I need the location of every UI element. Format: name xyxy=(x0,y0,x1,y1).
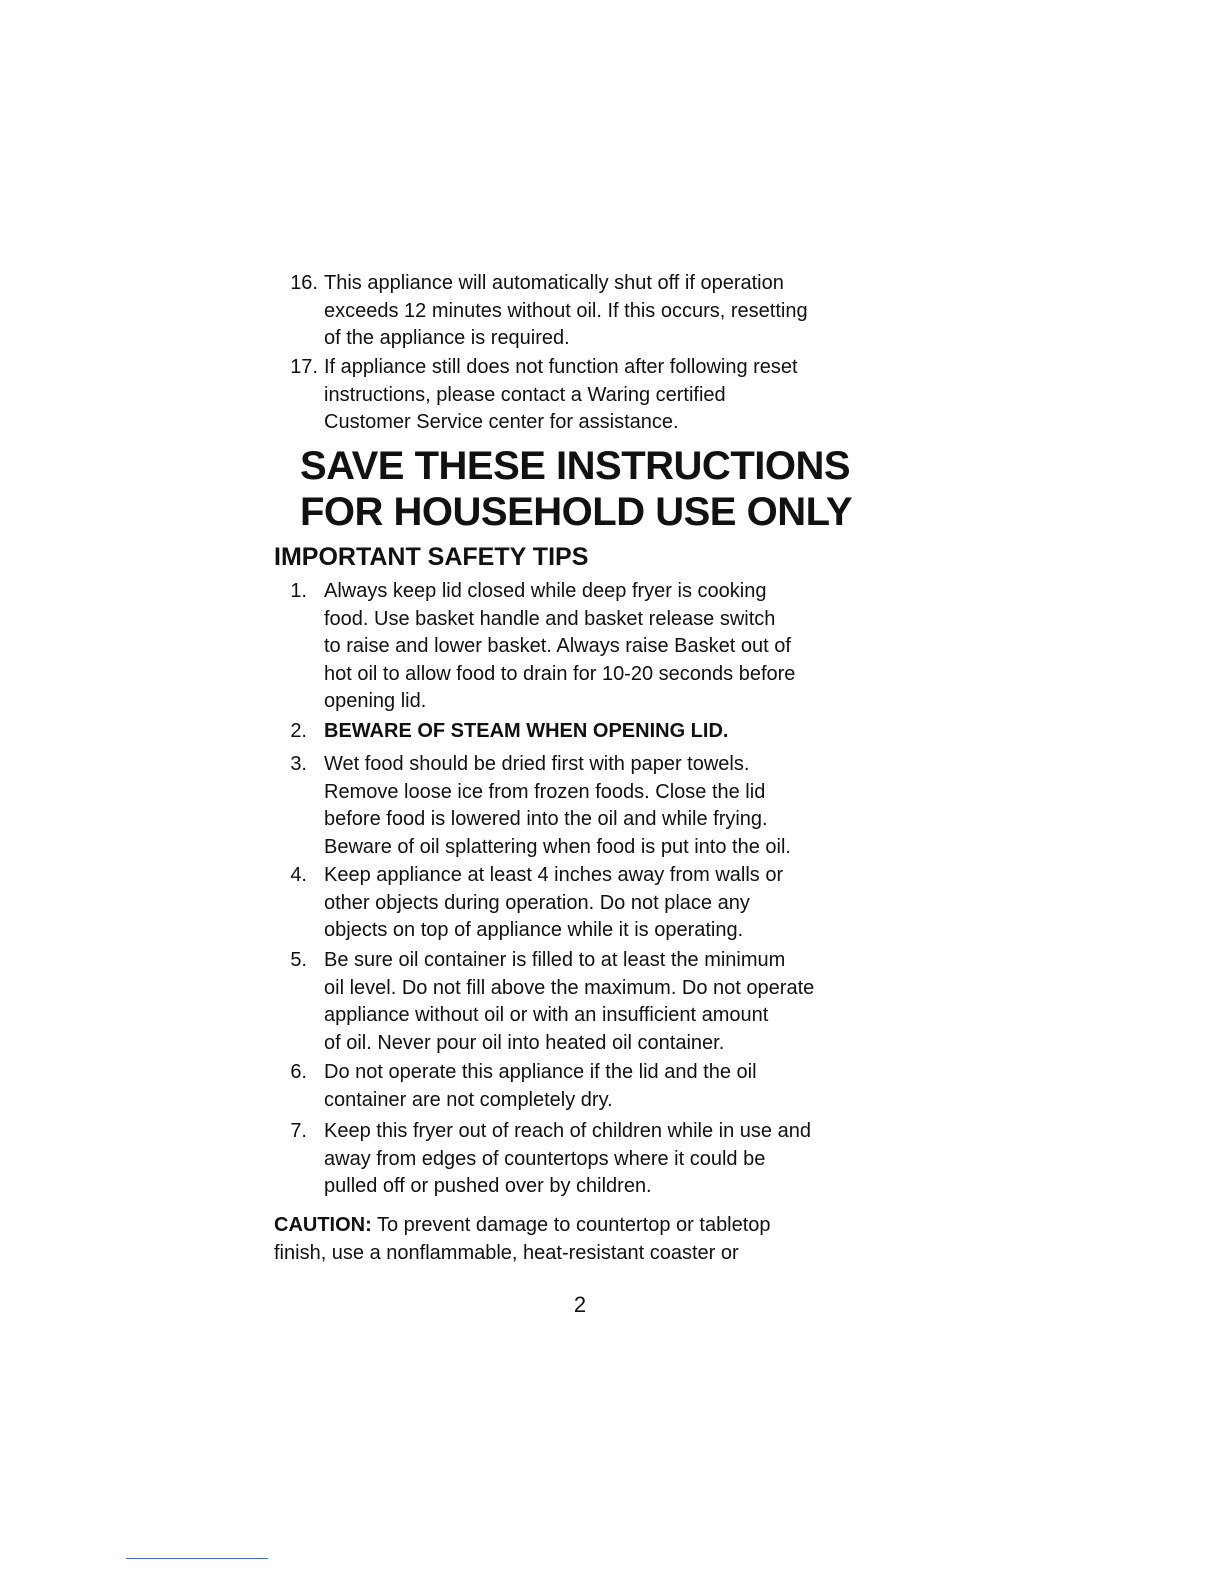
tip-number: 3. xyxy=(290,753,307,775)
tip-number: 1. xyxy=(290,580,307,602)
tip-text: Wet food should be dried first with paper towels. Remove loose ice from frozen foods. Close the lid before food is lowered into the oil and while frying. Beware of oil splattering when food is put into the oil. xyxy=(324,753,791,858)
item-text: If appliance still does not function after following reset instructions, please contact a Waring certified Customer Service center for assistance. xyxy=(324,356,798,433)
tip-text: Do not operate this appliance if the lid and the oil container are not completely dry. xyxy=(324,1061,757,1111)
tip-number: 4. xyxy=(290,864,307,886)
safety-tips-heading: IMPORTANT SAFETY TIPS xyxy=(274,543,589,571)
tip-number: 7. xyxy=(290,1120,307,1142)
tip-text: BEWARE OF STEAM WHEN OPENING LID. xyxy=(324,720,729,742)
tip-number: 6. xyxy=(290,1061,307,1083)
item-number: 16. xyxy=(290,272,318,294)
caution-note xyxy=(274,1211,914,1267)
tip-number: 5. xyxy=(290,949,307,971)
item-text: This appliance will automatically shut off if operation exceeds 12 minutes without oil. If this occurs, resetting of the appliance is required. xyxy=(324,272,808,349)
footnote-divider xyxy=(126,1558,268,1559)
save-instructions-notice: SAVE THESE INSTRUCTIONS FOR HOUSEHOLD USE ONLY xyxy=(300,444,853,534)
tip-number: 2. xyxy=(290,720,307,742)
item-number: 17. xyxy=(290,356,318,378)
tip-text: Always keep lid closed while deep fryer is cooking food. Use basket handle and basket release switch to raise and lower basket. Always raise Basket out of hot oil to allow food to drain for 10-20 seconds before opening lid. xyxy=(324,580,796,712)
caution-label: CAUTION: xyxy=(274,1214,372,1236)
tip-text: Keep this fryer out of reach of children while in use and away from edges of countertops where it could be pulled off or pushed over by children. xyxy=(324,1120,811,1197)
tip-text: Be sure oil container is filled to at least the minimum oil level. Do not fill above the maximum. Do not operate appliance without oil or with an insufficient amount of oil. Never pour oil into heated oil container. xyxy=(324,949,815,1054)
tip-text: Keep appliance at least 4 inches away from walls or other objects during operation. Do not place any objects on top of appliance while it is operating. xyxy=(324,864,784,941)
page-number: 2 xyxy=(573,1292,587,1317)
caution-text: To prevent damage to countertop or tabletop finish, use a nonflammable, heat-resistant coaster or xyxy=(274,1214,771,1264)
